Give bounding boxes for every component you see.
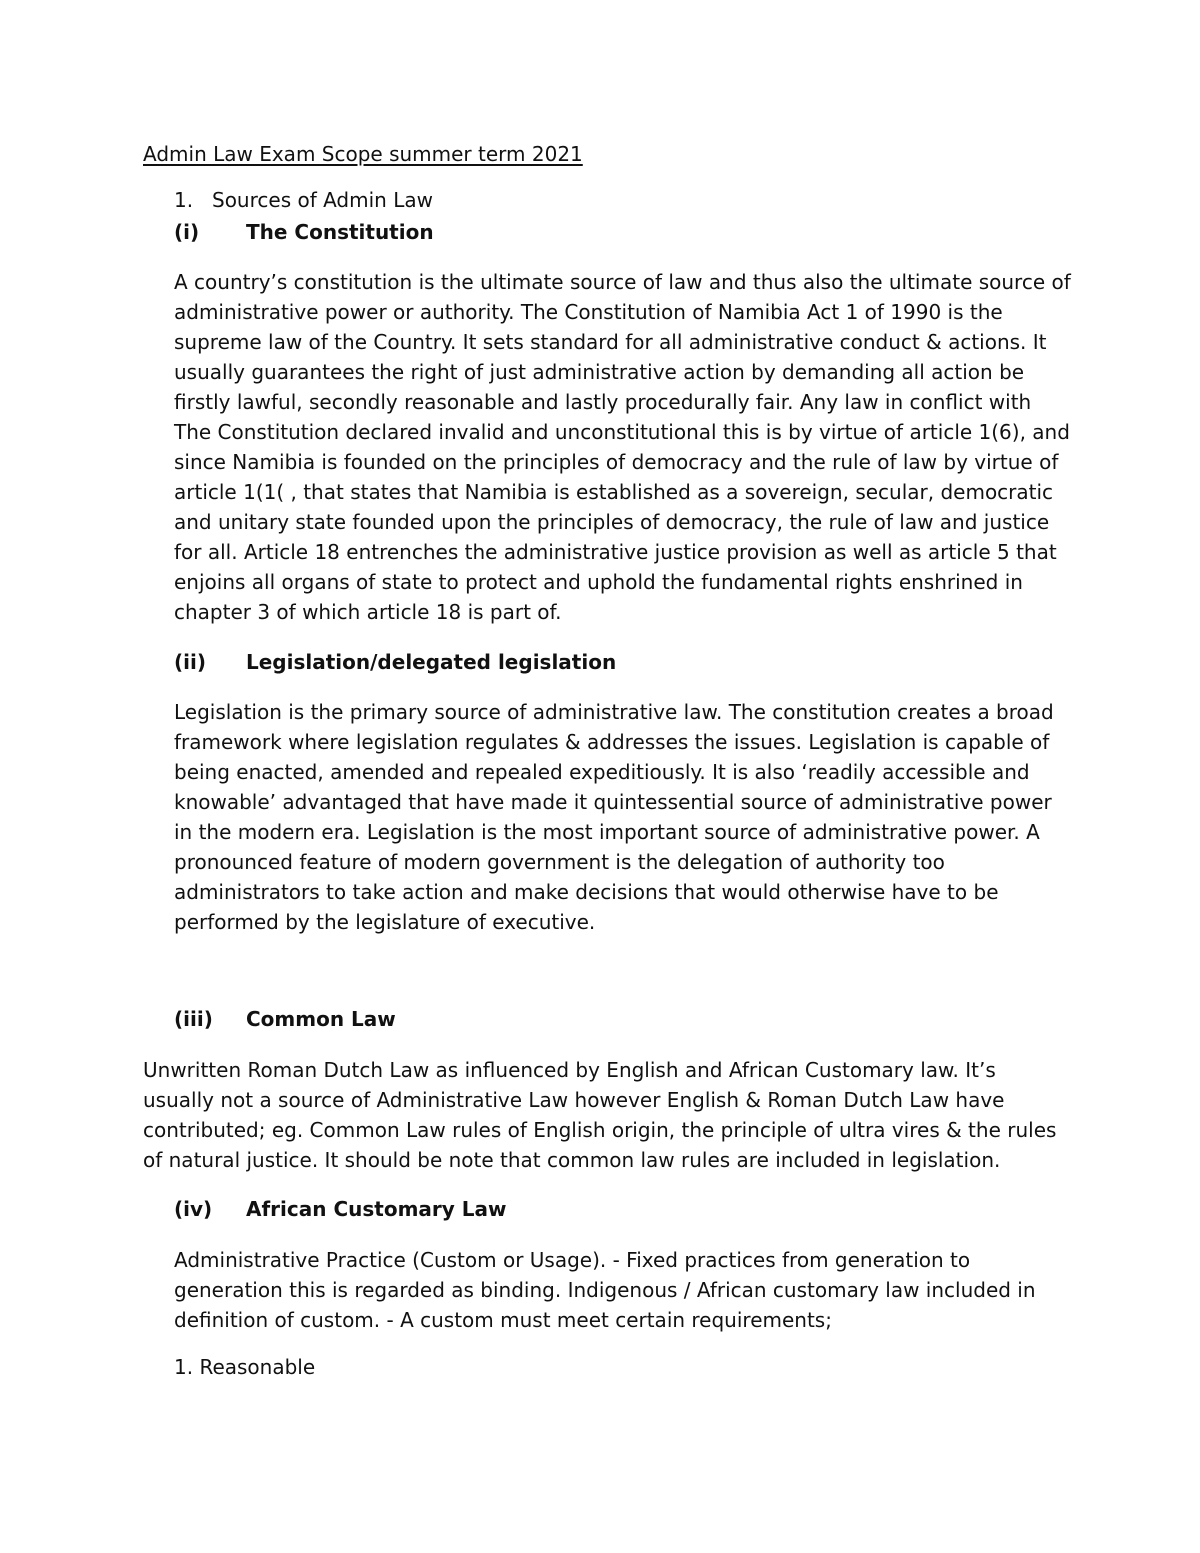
section-heading-legislation bbox=[174, 650, 616, 674]
section-title: Common Law bbox=[246, 1007, 396, 1031]
requirement-label: Reasonable bbox=[199, 1355, 316, 1379]
list-label: Sources of Admin Law bbox=[212, 188, 433, 212]
section-numeral: (iv) bbox=[174, 1197, 213, 1221]
list-item-sources bbox=[174, 188, 433, 212]
section-title: Legislation/delegated legislation bbox=[246, 650, 617, 674]
section-body-legislation: Legislation is the primary source of administrative law. The constitution creates a broad framework where legislation regulates & addresses the issues. Legislation is capable of being enacted, amended and repealed expeditiously. It is also ‘readily accessible and knowable’ advantaged that have made it quintessential source of administrative power in the modern era. Legislation is the most important source of administrative power. A pronounced feature of modern government is the delegation of authority too administrators to take action and make decisions that would otherwise have to be performed by the legislature of executive. bbox=[174, 700, 1054, 934]
section-heading-common-law bbox=[174, 1007, 396, 1031]
section-heading-customary-law bbox=[174, 1197, 507, 1221]
section-numeral: (iii) bbox=[174, 1007, 213, 1031]
section-title: The Constitution bbox=[246, 220, 434, 244]
section-body-constitution: A country’s constitution is the ultimate source of law and thus also the ultimate source of administrative power or authority. The Constitution of Namibia Act 1 of 1990 is the supreme law of the Country. It sets standard for all administrative conduct & actions. It usually guarantees the right of just administrative action by demanding all action be firstly lawful, secondly reasonable and lastly procedurally fair. Any law in conflict with The Constitution declared invalid and unconstitutional this is by virtue of article 1(6), and since Namibia is founded on the principles of democracy and the rule of law by virtue of article 1(1( , that states that Namibia is established as a sovereign, secular, democratic and unitary state founded upon the principles of democracy, the rule of law and justice for all. Article 18 entrenches the administrative justice provision as well as article 5 that enjoins all organs of state to protect and uphold the fundamental rights enshrined in chapter 3 of which article 18 is part of. bbox=[174, 270, 1071, 624]
section-title: African Customary Law bbox=[246, 1197, 507, 1221]
document-title: Admin Law Exam Scope summer term 2021 bbox=[143, 142, 583, 166]
section-body-common-law: Unwritten Roman Dutch Law as influenced by English and African Customary law. It’s usually not a source of Administrative Law however English & Roman Dutch Law have contributed; eg. Common Law rules of English origin, the principle of ultra vires & the rules of natural justice. It should be note that common law rules are included in legislation. bbox=[143, 1058, 1057, 1172]
list-number: 1. bbox=[174, 188, 194, 212]
section-numeral: (i) bbox=[174, 220, 200, 244]
section-body-customary-law: Administrative Practice (Custom or Usage). - Fixed practices from generation to generation this is regarded as binding. Indigenous / African customary law included in definition of custom. - A custom must meet certain requirements; bbox=[174, 1248, 1036, 1332]
section-heading-constitution bbox=[174, 220, 434, 244]
requirement-number: 1. bbox=[174, 1355, 194, 1379]
section-numeral: (ii) bbox=[174, 650, 206, 674]
requirement-item bbox=[174, 1355, 315, 1379]
